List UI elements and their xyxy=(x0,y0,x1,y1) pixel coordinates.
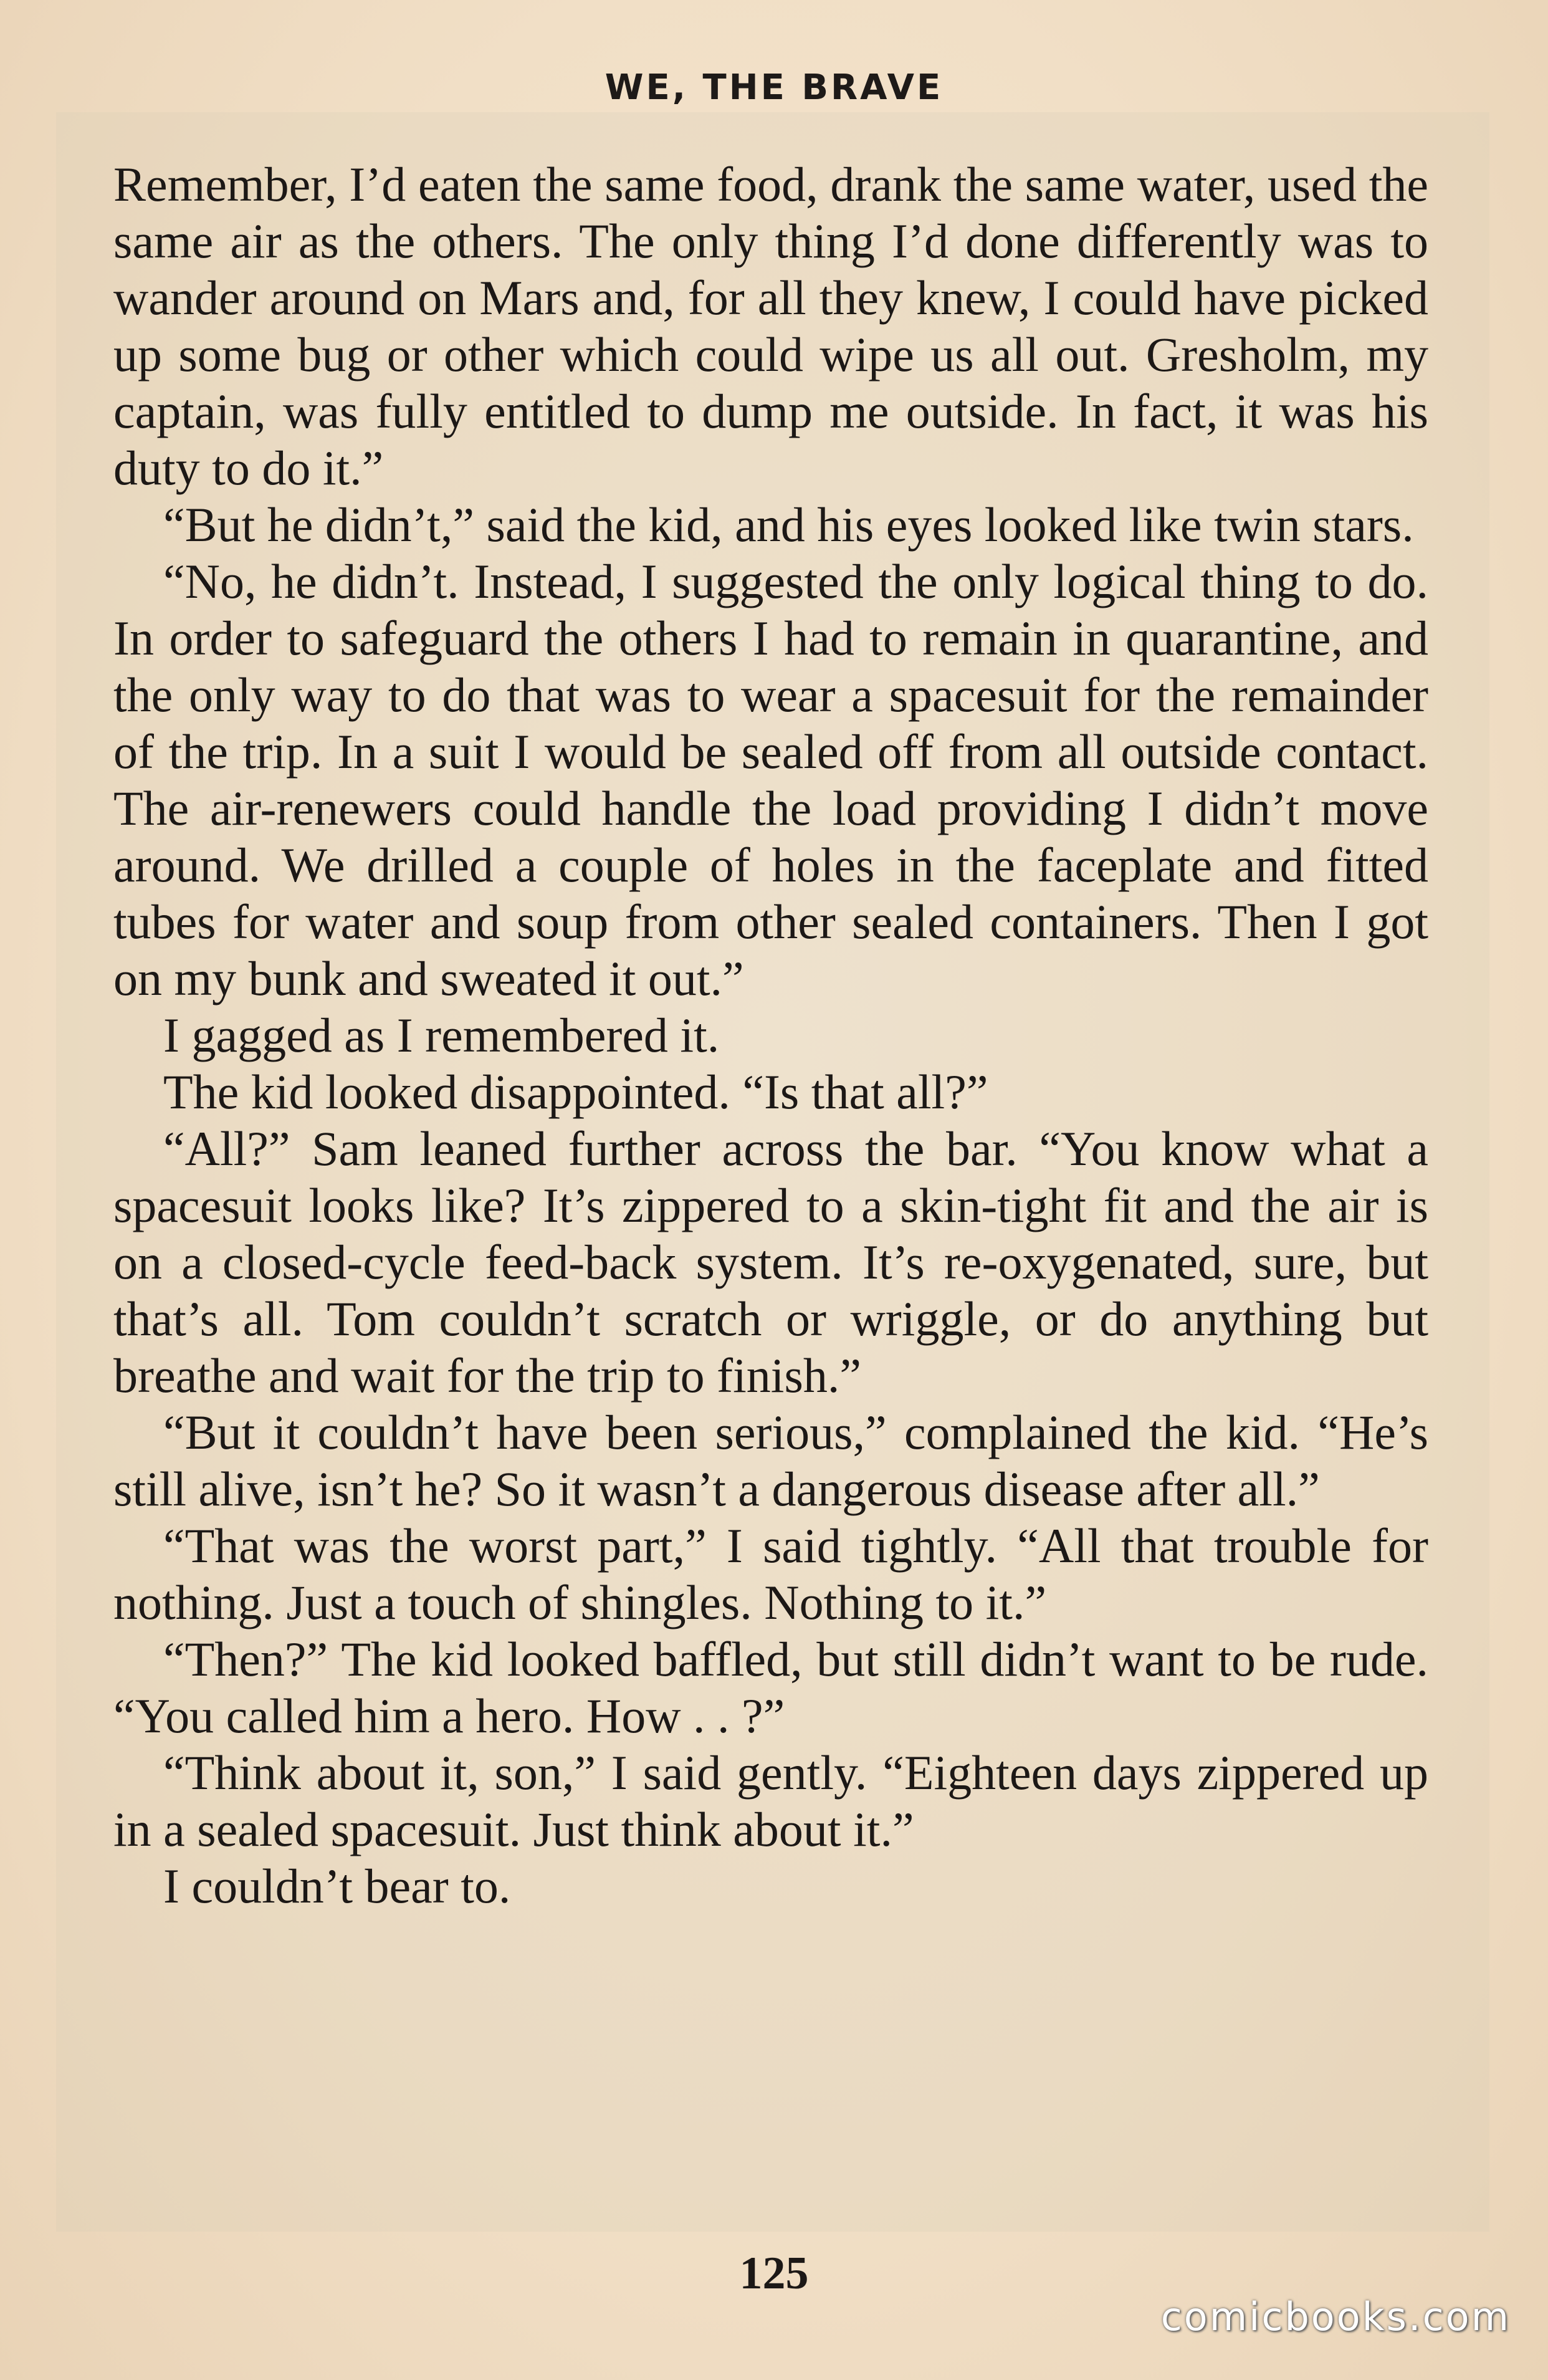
running-head: WE, THE BRAVE xyxy=(604,67,944,108)
paragraph-6: “All?” Sam leaned further across the bar. “You know what a spacesuit looks like? It’s zippered to a skin-tight fit and the air is on a closed-cycle feed-back system. It’s re-oxygenated, sure, but that’s all. Tom couldn’t scratch or wriggle, or do anything but breathe and wait for the trip to finish.” xyxy=(113,1121,1428,1403)
body-text xyxy=(113,156,1428,1914)
paragraph-3: “No, he didn’t. Instead, I suggested the only logical thing to do. In order to safeguard the others I had to remain in quarantine, and the only way to do that was to wear a spacesuit for the remainder of the trip. In a suit I would be sealed off from all outside contact. The air-renewers could handle the load providing I didn’t move around. We drilled a couple of holes in the faceplate and fitted tubes for water and soup from other sealed containers. Then I got on my bunk and sweated it out.” xyxy=(113,554,1428,1005)
paragraph-2: “But he didn’t,” said the kid, and his eyes looked like twin stars. xyxy=(163,497,1414,552)
paragraph-8: “That was the worst part,” I said tightly. “All that trouble for nothing. Just a touch of shingles. Nothing to it.” xyxy=(113,1519,1428,1629)
paragraph-7: “But it couldn’t have been serious,” complained the kid. “He’s still alive, isn’t he? So it wasn’t a dangerous disease after all.” xyxy=(113,1405,1428,1516)
watermark: comicbooks.com xyxy=(1160,2294,1511,2339)
page-number: 125 xyxy=(739,2248,809,2299)
paragraph-11: I couldn’t bear to. xyxy=(163,1859,511,1913)
paragraph-9: “Then?” The kid looked baffled, but still didn’t want to be rude. “You called him a hero. How . . ?” xyxy=(113,1632,1428,1743)
paragraph-1: Remember, I’d eaten the same food, drank the same water, used the same air as the others. The only thing I’d done differently was to wander around on Mars and, for all they knew, I could have picked up some bug or other which could wipe us all out. Gresholm, my captain, was fully entitled to dump me outside. In fact, it was his duty to do it.” xyxy=(113,157,1428,495)
paragraph-5: The kid looked disappointed. “Is that all?” xyxy=(163,1065,988,1119)
paragraph-4: I gagged as I remembered it. xyxy=(163,1008,720,1062)
paragraph-10: “Think about it, son,” I said gently. “Eighteen days zippered up in a sealed spacesuit. Just think about it.” xyxy=(113,1745,1428,1856)
